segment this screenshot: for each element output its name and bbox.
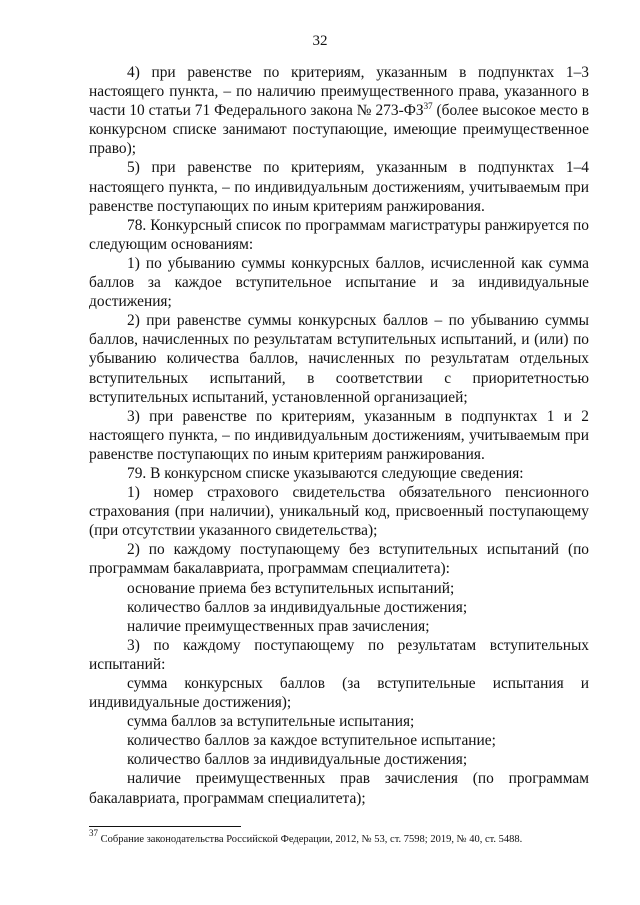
paragraph-79-item-2: 2) по каждому поступающему без вступительных испытаний (по программам бакалавриата, программам специалитета): <box>89 541 589 578</box>
paragraph-78-item-1: 1) по убыванию суммы конкурсных баллов, исчисленной как сумма баллов за каждое вступительное испытание и за индивидуальные достижения; <box>89 254 589 311</box>
paragraph-text: (более высокое место в конкурсном списке занимают поступающие, имеющие преимущественное право); <box>89 102 589 158</box>
list-line: количество баллов за каждое вступительное испытание; <box>127 732 496 750</box>
list-line: наличие преимущественных прав зачисления; <box>127 617 430 635</box>
footnote-reference[interactable]: 37 <box>423 101 433 112</box>
paragraph-78-item-3: 3) при равенстве по критериям, указанным в подпунктах 1 и 2 настоящего пункта, – по индивидуальным достижениям, учитываемым при равенстве поступающих по иным критериям ранжирования. <box>89 407 589 463</box>
paragraph-79-item-3: 3) по каждому поступающему по результатам вступительных испытаний: <box>89 636 589 673</box>
footnote <box>89 828 589 846</box>
paragraph-text: 4) при равенстве по критериям, указанным в подпунктах 1–3 настоящего пункта, – по наличию преимущественного права, указанного в части 10 статьи 71 Федерального закона № 273-ФЗ <box>89 64 589 120</box>
page-number: 32 <box>312 33 328 49</box>
paragraph-79: 79. В конкурсном списке указываются следующие сведения: <box>127 464 524 482</box>
footnote-divider <box>89 826 241 827</box>
paragraph-item-5: 5) при равенстве по критериям, указанным в подпунктах 1–4 настоящего пункта, – по индивидуальным достижениям, учитываемым при равенстве поступающих по иным критериям ранжирования. <box>89 159 589 215</box>
list-line: количество баллов за индивидуальные достижения; <box>127 751 468 769</box>
list-line: количество баллов за индивидуальные достижения; <box>127 598 468 616</box>
list-line: наличие преимущественных прав зачисления (по программам бакалавриата, программам специалитета); <box>89 770 589 807</box>
paragraph-item-4 <box>89 63 589 158</box>
paragraph-78-item-2: 2) при равенстве суммы конкурсных баллов – по убыванию суммы баллов, начисленных по результатам вступительных испытаний, и (или) по убыванию количества баллов, начисленных по результатам отдельных вступительных испытаний, в соответствии с приоритетностью вступительных испытаний, установленной организацией; <box>89 312 589 406</box>
list-line: сумма баллов за вступительные испытания; <box>127 713 415 731</box>
footnote-number: 37 <box>89 828 98 838</box>
list-line: сумма конкурсных баллов (за вступительные испытания и индивидуальные достижения); <box>89 675 589 712</box>
document-body <box>89 63 589 808</box>
list-line: основание приема без вступительных испытаний; <box>127 579 455 597</box>
footnote-text: Собрание законодательства Российской Федерации, 2012, № 53, ст. 7598; 2019, № 40, ст. 5488. <box>98 834 523 845</box>
paragraph-78: 78. Конкурсный список по программам магистратуры ранжируется по следующим основаниям: <box>89 216 589 253</box>
paragraph-79-item-1: 1) номер страхового свидетельства обязательного пенсионного страхования (при наличии), уникальный код, присвоенный поступающему (при отсутствии указанного свидетельства); <box>89 484 589 540</box>
